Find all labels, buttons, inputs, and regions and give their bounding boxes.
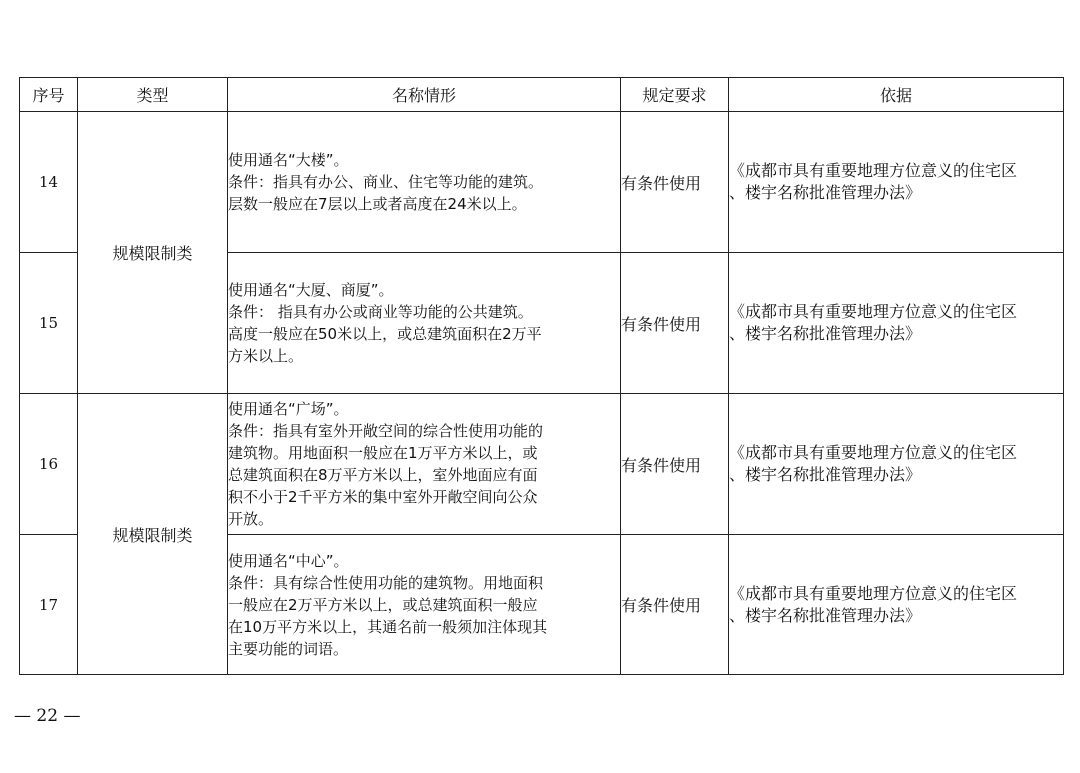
row-number: 15: [20, 253, 78, 394]
description-line: 主要功能的词语。: [228, 639, 349, 658]
description-cell: [228, 253, 621, 394]
description-line: 开放。: [228, 510, 274, 528]
table-row: [20, 112, 1064, 253]
description-line: 在10万平方米以上，其通名前一般须加注体现其: [228, 617, 548, 636]
description-line: 条件：指具有办公、商业、住宅等功能的建筑。: [228, 173, 544, 191]
description-line: 积不小于2千平方米的集中室外开敞空间向公众: [228, 488, 538, 506]
type-group-cell: 规模限制类: [78, 112, 228, 394]
basis-line: 《成都市具有重要地理方位意义的住宅区: [729, 583, 1018, 603]
header-name-situation: 名称情形: [228, 78, 621, 112]
row-number: 16: [20, 394, 78, 535]
description-line: 高度一般应在50米以上，或总建筑面积在2万平: [228, 325, 542, 343]
row-number: 14: [20, 112, 78, 253]
header-serial-number: 序号: [20, 78, 78, 112]
description-line: 条件：具有综合性使用功能的建筑物。用地面积: [228, 573, 544, 592]
description-line: 建筑物。用地面积一般应在1万平方米以上，或: [228, 444, 538, 462]
description-line: 总建筑面积在8万平方米以上，室外地面应有面: [228, 466, 538, 484]
description-line: 条件： 指具有办公或商业等功能的公共建筑。: [228, 303, 533, 321]
description-cell: [228, 535, 621, 675]
requirement-cell: 有条件使用: [621, 253, 729, 394]
basis-line: 、楼宇名称批准管理办法》: [729, 324, 922, 343]
table-row: [20, 394, 1064, 535]
description-line: 使用通名“大楼”。: [228, 151, 349, 169]
description-line: 使用通名“中心”。: [228, 551, 349, 570]
description-cell: [228, 394, 621, 535]
basis-line: 、楼宇名称批准管理办法》: [729, 465, 922, 484]
row-number: 17: [20, 535, 78, 675]
basis-line: 《成都市具有重要地理方位意义的住宅区: [729, 443, 1018, 462]
page-number: — 22 —: [14, 706, 81, 726]
header-basis: 依据: [729, 78, 1064, 112]
requirement-cell: 有条件使用: [621, 112, 729, 253]
header-type: 类型: [78, 78, 228, 112]
basis-cell: [729, 253, 1064, 394]
basis-cell: [729, 535, 1064, 675]
basis-line: 《成都市具有重要地理方位意义的住宅区: [729, 161, 1018, 180]
type-group-cell: 规模限制类: [78, 394, 228, 675]
requirement-cell: 有条件使用: [621, 394, 729, 535]
regulation-table: [19, 77, 1064, 675]
basis-line: 《成都市具有重要地理方位意义的住宅区: [729, 302, 1018, 321]
header-requirement: 规定要求: [621, 78, 729, 112]
description-cell: [228, 112, 621, 253]
description-line: 条件：指具有室外开敞空间的综合性使用功能的: [228, 422, 544, 440]
description-line: 一般应在2万平方米以上，或总建筑面积一般应: [228, 595, 538, 614]
basis-cell: [729, 394, 1064, 535]
basis-cell: [729, 112, 1064, 253]
description-line: 方米以上。: [228, 347, 304, 365]
description-line: 使用通名“广场”。: [228, 400, 349, 418]
basis-line: 、楼宇名称批准管理办法》: [729, 605, 922, 625]
table-header-row: [20, 78, 1064, 112]
description-line: 层数一般应在7层以上或者高度在24米以上。: [228, 195, 527, 213]
description-line: 使用通名“大厦、商厦”。: [228, 281, 394, 299]
basis-line: 、楼宇名称批准管理办法》: [729, 183, 922, 202]
requirement-cell: 有条件使用: [621, 535, 729, 675]
